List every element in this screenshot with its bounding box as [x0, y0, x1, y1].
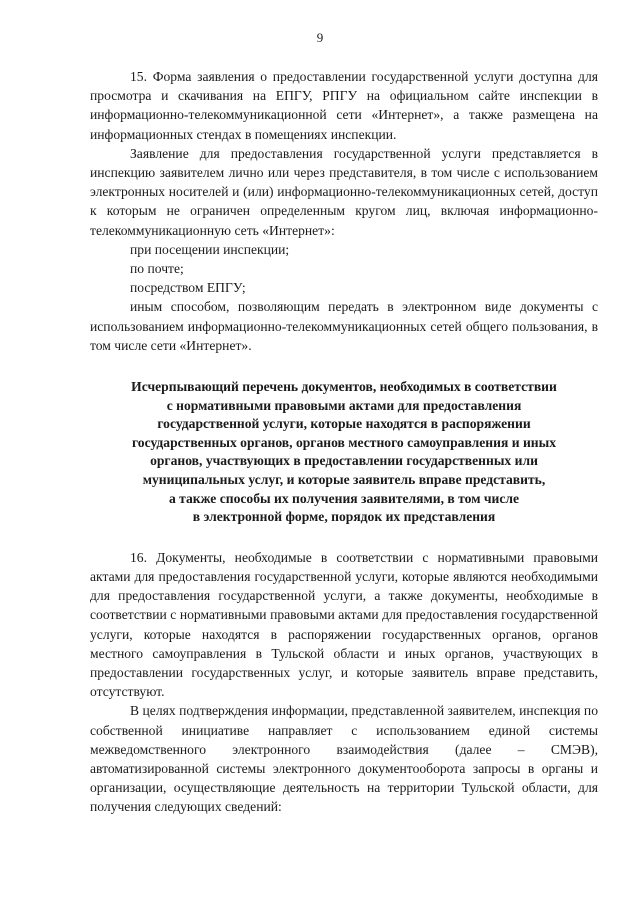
list-item: посредством ЕПГУ;: [130, 280, 246, 296]
heading-line: муниципальных услуг, и которые заявитель вправе представить,: [142, 472, 546, 488]
paragraph-16: 16. Документы, необходимые в соответствии с нормативными правовыми актами для предоставления государственной услуги, которые являются необходимыми для предоставления государственной услуги, а также документы, необходимые в соответствии с нормативными правовыми актами для предоставления государственной услуги, которые находятся в распоряжении государственных органов, органов местного самоуправления в Тульской области и иных органов, участвующих в предоставлении государственных услуг, и которые заявитель вправе представить, отсутствуют.: [90, 549, 598, 700]
heading-line: в электронной форме, порядок их представления: [192, 509, 496, 525]
list-item: при посещении инспекции;: [130, 241, 290, 257]
heading-line: органов, участвующих в предоставлении государственных или: [150, 453, 538, 469]
document-body: [90, 67, 598, 817]
list-item: по почте;: [130, 261, 184, 277]
paragraph-application-submission: Заявление для предоставления государственной услуги представляется в инспекцию заявителем лично или через представителя, в том числе с использованием электронных носителей и (или) информационно-телекоммуникационных сетей, доступ к которым не ограничен определенным кругом лиц, включая информационно-телекоммуникационную сеть «Интернет»:: [90, 145, 598, 238]
paragraph-smev-requests: В целях подтверждения информации, представленной заявителем, инспекция по собственной инициативе направляет с использованием единой системы межведомственного электронного взаимодействия (далее – СМЭВ), автоматизированной системы электронного документооборота запросы в органы и организации, осуществляющие деятельность на территории Тульской области, для получения следующих сведений:: [90, 703, 598, 815]
paragraph-other-way: иным способом, позволяющим передать в электронном виде документы с использованием информационно-телекоммуникационных сетей общего пользования, в том числе сети «Интернет».: [90, 299, 598, 353]
heading-line: а также способы их получения заявителями, в том числе: [168, 490, 520, 506]
heading-line: Исчерпывающий перечень документов, необходимых в соответствии: [131, 379, 557, 395]
page-number: 9: [316, 30, 324, 45]
heading-line: государственной услуги, которые находятся в распоряжении: [157, 416, 531, 432]
heading-line: государственных органов, органов местного самоуправления и иных: [131, 434, 557, 450]
heading-line: с нормативными правовыми актами для предоставления: [166, 397, 522, 413]
section-heading: [90, 378, 598, 527]
paragraph-15: 15. Форма заявления о предоставлении государственной услуги доступна для просмотра и скачивания на ЕПГУ, РПГУ на официальном сайте инспекции в информационно-телекоммуникационной сети «Интернет», а также размещена на информационных стендах в помещениях инспекции.: [90, 69, 598, 142]
